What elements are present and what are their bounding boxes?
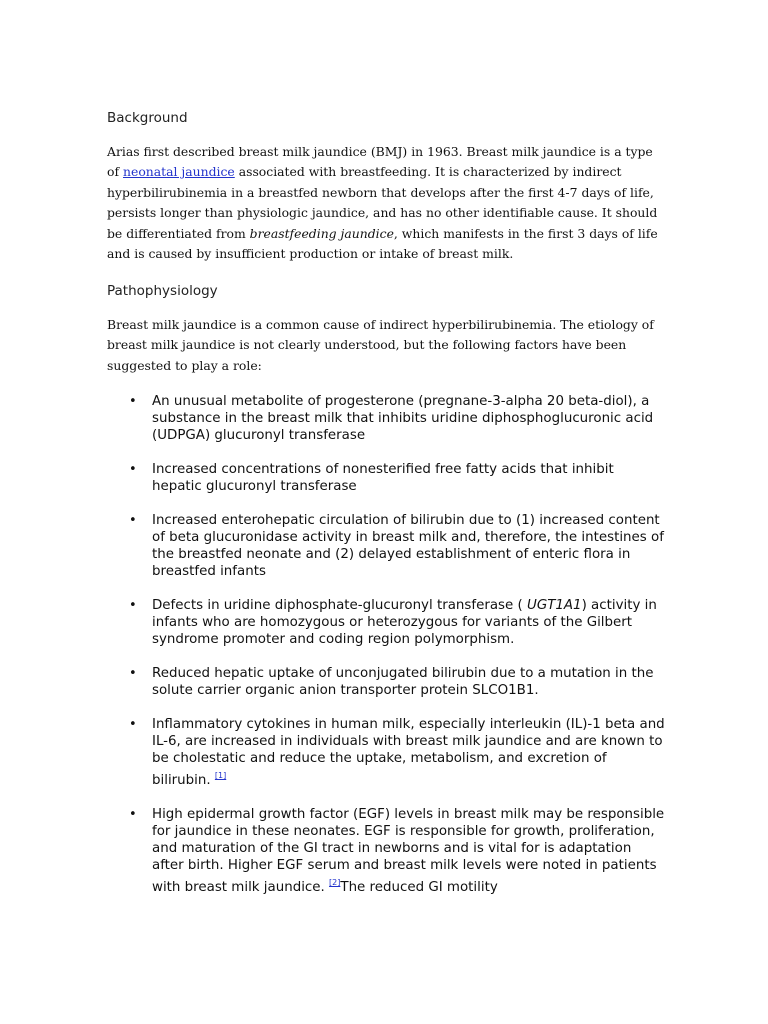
list-item [107,806,667,896]
factor-text: Reduced hepatic uptake of unconjugated bilirubin due to a mutation in the solute carrier organic anion transporter protein SLCO1B1. [152,666,654,698]
breastfeeding-jaundice-term: breastfeeding jaundice [249,225,394,241]
factor-text: ) activity in infants who are homozygous or heterozygous for variants of the Gilbert syndrome promoter and coding region polymorphism. [152,598,657,647]
factor-text: High epidermal growth factor (EGF) levels in breast milk may be responsible for jaundice in these neonates. EGF is responsible for growth, proliferation, and maturation of the GI tract in newborns and is vital for is adaptation after birth. Higher EGF serum and breast milk levels were noted in patients with breast milk jaundice. [152,807,665,895]
gene-name: UGT1A1 [527,598,582,613]
factor-text: The reduced GI motility [340,880,498,895]
list-item [107,716,667,789]
background-text-3: , which manifests in the first 3 days of life and is caused by insufficient production or intake of breast milk. [107,225,658,262]
factor-text: Increased enterohepatic circulation of bilirubin due to (1) increased content of beta glucuronidase activity in breast milk and, therefore, the intestines of the breastfed neonate and (2) delayed establishment of enteric flora in breastfed infants [152,513,664,579]
citation-link-2[interactable]: [2] [329,878,341,887]
background-text-2: associated with breastfeeding. It is characterized by indirect hyperbilirubinemia in a breastfed newborn that develops after the first 4-7 days of life, persists longer than physiologic jaundice, and has no other identifiable cause. It should be differentiated from [107,164,658,241]
list-item [107,665,667,699]
list-item [107,393,667,444]
list-item [107,512,667,580]
neonatal-jaundice-link[interactable]: neonatal jaundice [123,164,235,180]
background-text-1: Arias first described breast milk jaundice (BMJ) in 1963. Breast milk jaundice is a type of [107,144,653,180]
pathophysiology-heading: Pathophysiology [107,283,218,299]
factor-text: Increased concentrations of nonesterified free fatty acids that inhibit hepatic glucuronyl transferase [152,462,614,494]
list-item [107,461,667,495]
pathophysiology-intro: Breast milk jaundice is a common cause of indirect hyperbilirubinemia. The etiology of breast milk jaundice is not clearly understood, but the following factors have been suggested to play a role: [107,317,654,373]
factor-text: Defects in uridine diphosphate-glucuronyl transferase ( [152,598,528,613]
factor-text: An unusual metabolite of progesterone (pregnane-3-alpha 20 beta-diol), a substance in the breast milk that inhibits uridine diphosphoglucuronic acid (UDPGA) glucuronyl transferase [152,394,654,443]
citation-link-1[interactable]: [1] [214,771,227,780]
factor-text: Inflammatory cytokines in human milk, especially interleukin (IL)-1 beta and IL-6, are increased in individuals with breast milk jaundice and are known to be cholestatic and reduce the uptake, metabolism, and excretion of bilirubin. [152,717,665,788]
factors-list [107,393,667,913]
background-paragraph [107,142,667,264]
background-heading: Background [107,110,188,126]
list-item [107,597,667,648]
